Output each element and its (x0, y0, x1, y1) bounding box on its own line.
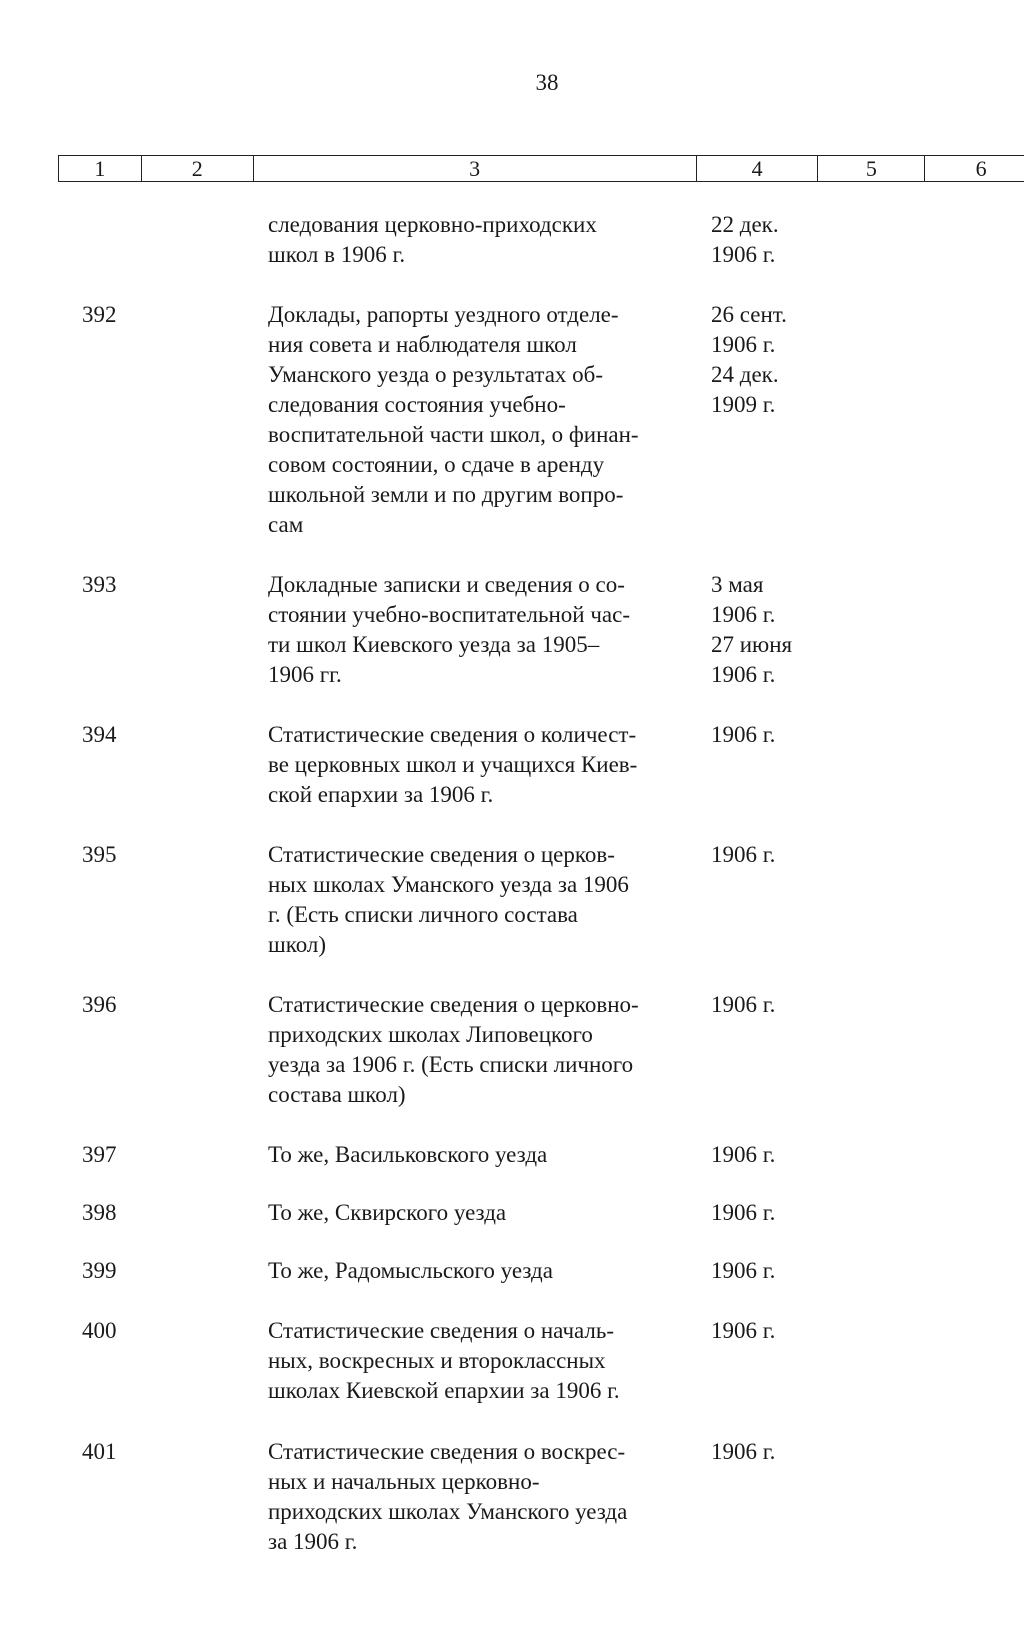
record-number: 398 (82, 1200, 117, 1225)
record-title: Доклады, рапорты уездного отделе- ния совета и наблюдателя школ Уманского уезда о результатах об- следования состояния учебно- воспитательной части школ, о финан- совом состоянии, о сдаче в аренду школьной земли и по другим вопро- сам (268, 302, 639, 537)
record-dates: 1906 г. (711, 1142, 776, 1167)
record-number: 392 (82, 302, 117, 327)
record-number: 394 (82, 722, 117, 747)
page-number: 38 (535, 70, 559, 95)
record-dates: 1906 г. (711, 842, 776, 867)
record-title: Статистические сведения о воскрес- ных и начальных церковно- приходских школах Уманского уезда за 1906 г. (268, 1439, 628, 1554)
header-column-6: 6 (975, 156, 987, 181)
record-title: То же, Радомысльского уезда (268, 1258, 553, 1283)
record-dates: 1906 г. (711, 722, 776, 747)
header-column-2: 2 (142, 156, 254, 181)
record-title: Статистические сведения о церков- ных школах Уманского уезда за 1906 г. (Есть списки личного состава школ) (268, 842, 629, 957)
record-number: 393 (82, 572, 117, 597)
record-dates: 1906 г. (711, 1439, 776, 1464)
record-title: Статистические сведения о началь- ных, воскресных и второклассных школах Киевской епархии за 1906 г. (268, 1318, 620, 1403)
record-title: То же, Сквирского уезда (268, 1200, 507, 1225)
record-dates: 22 дек. 1906 г. (711, 212, 779, 267)
record-title: Статистические сведения о количест- ве церковных школ и учащихся Киев- ской епархии за 1906 г. (268, 722, 638, 807)
record-dates: 1906 г. (711, 1258, 776, 1283)
record-title: То же, Васильковского уезда (268, 1142, 548, 1167)
record-number: 396 (82, 992, 117, 1017)
record-number: 397 (82, 1142, 117, 1167)
header-column-3: 3 (254, 156, 697, 181)
record-dates: 1906 г. (711, 1318, 776, 1343)
table-header-row (58, 155, 1024, 182)
record-number: 395 (82, 842, 117, 867)
record-dates: 26 сент. 1906 г. 24 дек. 1909 г. (711, 302, 787, 417)
header-column-5: 5 (818, 156, 925, 181)
record-number: 399 (82, 1258, 117, 1283)
header-column-4: 4 (697, 156, 819, 181)
header-column-1: 1 (59, 156, 142, 181)
record-dates: 1906 г. (711, 1200, 776, 1225)
record-title: следования церковно-приходских школ в 1906 г. (268, 212, 597, 267)
record-title: Докладные записки и сведения о со- стоянии учебно-воспитательной час- ти школ Киевского уезда за 1905– 1906 гг. (268, 572, 631, 687)
record-dates: 1906 г. (711, 992, 776, 1017)
record-number: 401 (82, 1439, 117, 1464)
record-dates: 3 мая 1906 г. 27 июня 1906 г. (711, 572, 793, 687)
record-title: Статистические сведения о церковно- приходских школах Липовецкого уезда за 1906 г. (Есть списки личного состава школ) (268, 992, 639, 1107)
record-number: 400 (82, 1318, 117, 1343)
